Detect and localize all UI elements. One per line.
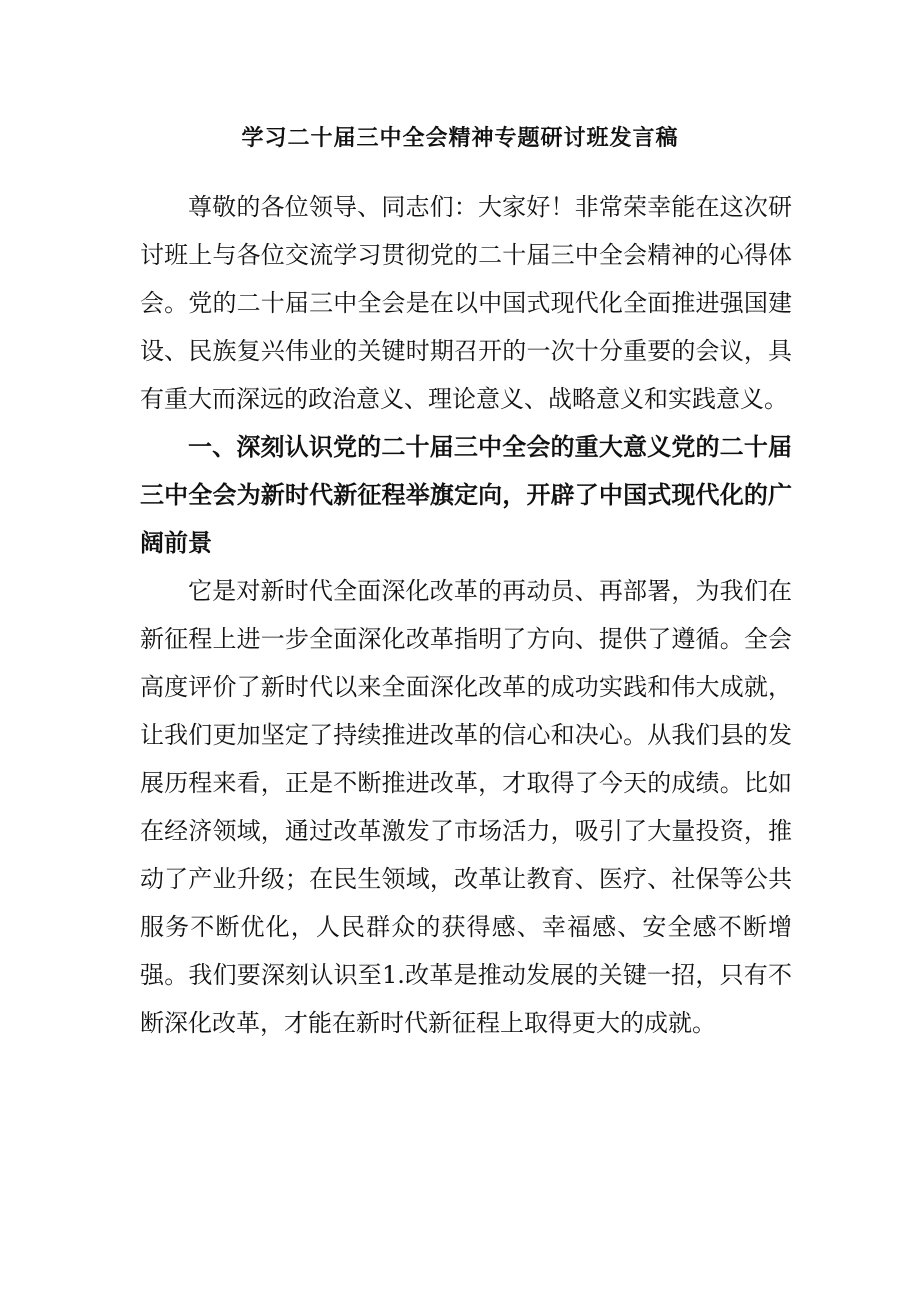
- section-1-paragraph: 它是对新时代全面深化改革的再动员、再部署，为我们在新征程上进一步全面深化改革指明了方向、提供了遵循。全会高度评价了新时代以来全面深化改革的成功实践和伟大成就，让我们更加坚定了持续推进改革的信心和决心。从我们县的发展历程来看，正是不断推进改革，才取得了今天的成绩。比如在经济领域，通过改革激发了市场活力，吸引了大量投资，推动了产业升级；在民生领域，改革让教育、医疗、社保等公共服务不断优化，人民群众的获得感、幸福感、安全感不断增强。我们要深刻认识至1.改革是推动发展的关键一招，只有不断深化改革，才能在新时代新征程上取得更大的成就。: [140, 577, 792, 1037]
- intro-paragraph: 尊敬的各位领导、同志们：大家好！非常荣幸能在这次研讨班上与各位交流学习贯彻党的二十届三中全会精神的心得体会。党的二十届三中全会是在以中国式现代化全面推进强国建设、民族复兴伟业的关键时期召开的一次十分重要的会议，具有重大而深远的政治意义、理论意义、战略意义和实践意义。: [140, 193, 792, 413]
- document-title: 学习二十届三中全会精神专题研讨班发言稿: [241, 125, 679, 151]
- section-heading-1: 一、深刻认识党的二十届三中全会的重大意义党的二十届三中全会为新时代新征程举旗定向，开辟了中国式现代化的广阔前景: [140, 432, 792, 557]
- document-body: [140, 183, 792, 1047]
